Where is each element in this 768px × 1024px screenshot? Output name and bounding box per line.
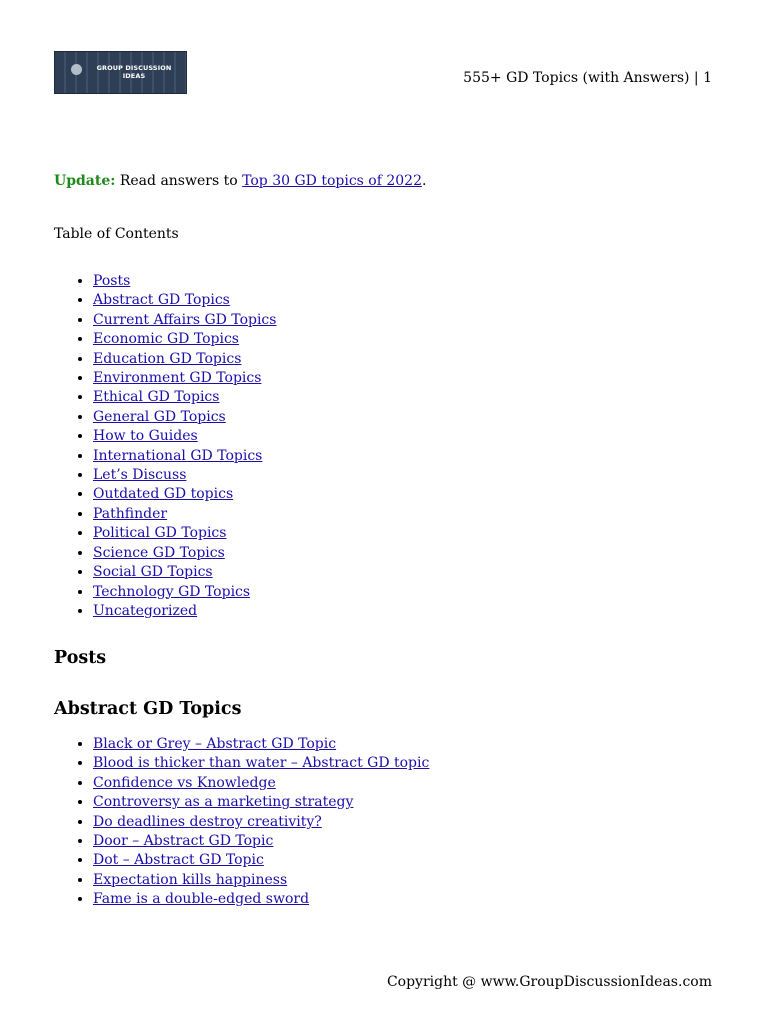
list-item [93,427,276,446]
topic-link[interactable]: Controversy as a marketing strategy [93,794,354,811]
page-header-title: 555+ GD Topics (with Answers) | 1 [463,70,712,86]
logo-text: GROUP DISCUSSION IDEAS [96,64,172,80]
update-link[interactable]: Top 30 GD topics of 2022 [242,173,422,189]
topic-link[interactable]: Dot – Abstract GD Topic [93,852,264,869]
toc-link[interactable]: Education GD Topics [93,350,242,367]
topic-link[interactable]: Blood is thicker than water – Abstract GD topic [93,755,430,772]
topic-link[interactable]: Black or Grey – Abstract GD Topic [93,736,337,752]
list-item [93,774,429,793]
toc-link[interactable]: Outdated GD topics [93,486,234,503]
list-item [93,524,276,543]
list-item [93,505,276,524]
topic-link[interactable]: Door – Abstract GD Topic [93,833,274,850]
list-item [93,851,429,870]
toc-link[interactable]: Economic GD Topics [93,331,239,348]
list-item [93,485,276,504]
toc-link[interactable]: Social GD Topics [93,564,213,581]
update-suffix: . [421,173,427,189]
list-item [93,890,429,909]
toc-link[interactable]: How to Guides [93,428,198,445]
toc-link[interactable]: Pathfinder [93,505,168,522]
list-item [93,369,276,388]
toc-title: Table of Contents [54,226,179,242]
posts-heading: Posts [54,648,107,668]
topic-link[interactable]: Fame is a double-edged sword [93,891,310,908]
list-item [93,311,276,330]
list-item [93,388,276,407]
toc-link[interactable]: Ethical GD Topics [93,389,220,406]
copyright-footer: Copyright @ www.GroupDiscussionIdeas.com [386,974,712,990]
list-item [93,793,429,812]
list-item [93,272,276,291]
update-notice [54,173,426,189]
abstract-topics-list [54,735,429,910]
site-logo [54,51,187,94]
topic-link[interactable]: Confidence vs Knowledge [93,774,276,791]
toc-link[interactable]: Technology GD Topics [93,583,251,600]
logo-icon [71,64,82,75]
toc-link[interactable]: Science GD Topics [93,544,225,561]
list-item [93,408,276,427]
list-item [93,735,429,754]
toc-list [54,272,276,621]
topic-link[interactable]: Do deadlines destroy creativity? [93,813,322,830]
toc-link[interactable]: Posts [93,273,131,289]
list-item [93,330,276,349]
list-item [93,871,429,890]
abstract-heading: Abstract GD Topics [54,699,242,719]
list-item [93,466,276,485]
list-item [93,583,276,602]
list-item [93,832,429,851]
list-item [93,544,276,563]
topic-link[interactable]: Expectation kills happiness [93,871,288,888]
toc-link[interactable]: General GD Topics [93,408,226,425]
list-item [93,563,276,582]
list-item [93,813,429,832]
list-item [93,350,276,369]
toc-link[interactable]: Current Affairs GD Topics [93,311,277,328]
toc-link[interactable]: International GD Topics [93,447,263,464]
list-item [93,602,276,621]
update-label: Update: [54,173,116,189]
list-item [93,447,276,466]
toc-link[interactable]: Abstract GD Topics [93,292,230,309]
update-text: Read answers to [119,173,238,189]
toc-link[interactable]: Uncategorized [93,602,198,619]
list-item [93,754,429,773]
list-item [93,291,276,310]
toc-link[interactable]: Environment GD Topics [93,370,262,387]
toc-link[interactable]: Political GD Topics [93,525,227,542]
toc-link[interactable]: Let’s Discuss [93,467,187,484]
